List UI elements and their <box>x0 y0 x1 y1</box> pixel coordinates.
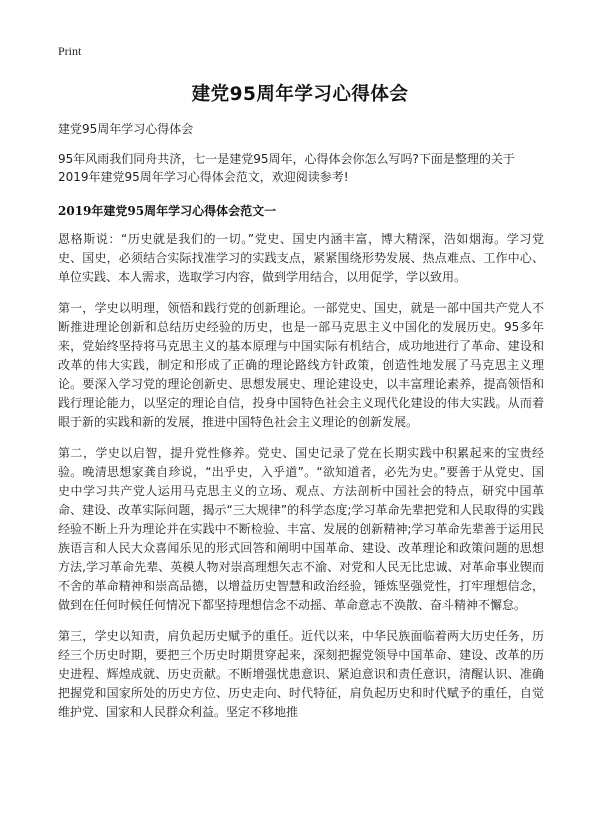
body-paragraph: 第一，学史以明理，领悟和践行党的创新理论。一部党史、国史，就是一部中国共产党人不断推进理论创新和总结历史经验的历史，也是一部马克思主义中国化的发展历史。95多年来，党始终坚持将马克思主义的基本原理与中国实际有机结合，成功地进行了革命、建设和改革的伟大实践，制定和形成了正确的理论路线方针政策，创造性地发展了马克思主义理论。要深入学习党的理论创新史、思想发展史、理论建设史，以丰富理论素养，提高领悟和践行理论能力，以坚定的理论自信，投身中国特色社会主义现代化建设的伟大实践。从而着眼于新的实践和新的发展，推进中国特色社会主义理论的创新发展。 <box>58 301 544 429</box>
article-body <box>58 230 544 734</box>
body-paragraph: 第三，学史以知责，肩负起历史赋予的重任。近代以来，中华民族面临着两大历史任务，历经三个历史时期，要把三个历史时期贯穿起来，深刻把握党领导中国革命、建设、改革的历史进程、辉煌成就、历史贡献。不断增强忧患意识、紧迫意识和责任意识，清醒认识、准确把握党和国家所处的历史方位、历史走向、时代特征，肩负起历史和时代赋予的重任，自觉维护党、国家和人民群众利益。坚定不移地推 <box>58 629 544 719</box>
print-link[interactable]: Print <box>58 44 82 58</box>
section-heading: 2019年建党95周年学习心得体会范文一 <box>58 204 277 218</box>
body-paragraph: 第二，学史以启智，提升党性修养。党史、国史记录了党在长期实践中积累起来的宝贵经验。晚清思想家龚自珍说，“出乎史，入乎道”。“欲知道者，必先为史。”要善于从党史、国史中学习共产党人运用马克思主义的立场、观点、方法剖析中国社会的特点，研究中国革命、建设、改革实际问题，揭示“三大规律”的科学态度;学习革命先辈把党和人民取得的实践经验不断上升为理论并在实践中不断检验、丰富、发展的创新精神;学习革命先辈善于运用民族语言和人民大众喜闻乐见的形式回答和阐明中国革命、建设、改革理论和政策问题的思想方法,学习革命先辈、英模人物对崇高理想矢志不渝、对党和人民无比忠诚、对革命事业锲而不舍的革命精神和崇高品德，以增益历史智慧和政治经验，锤炼坚强党性，打牢理想信念，做到在任何时候任何情况下都坚持理想信念不动摇、革命意志不涣散、奋斗精神不懈怠。 <box>58 446 544 612</box>
intro-paragraph: 95年风雨我们同舟共济，七一是建党95周年，心得体会你怎么写吗?下面是整理的关于2019年建党95周年学习心得体会范文，欢迎阅读参考! <box>58 152 515 184</box>
body-paragraph: 恩格斯说：“历史就是我们的一切。”党史、国史内涵丰富，博大精深，浩如烟海。学习党史、国史，必须结合实际找准学习的实践支点，紧紧围绕形势发展、热点难点、工作中心、单位实践、本人需求，选取学习内容，做到学用结合，以用促学，学以致用。 <box>58 232 544 284</box>
subtitle: 建党95周年学习心得体会 <box>58 122 194 136</box>
page-title: 建党95周年学习心得体会 <box>191 84 409 105</box>
